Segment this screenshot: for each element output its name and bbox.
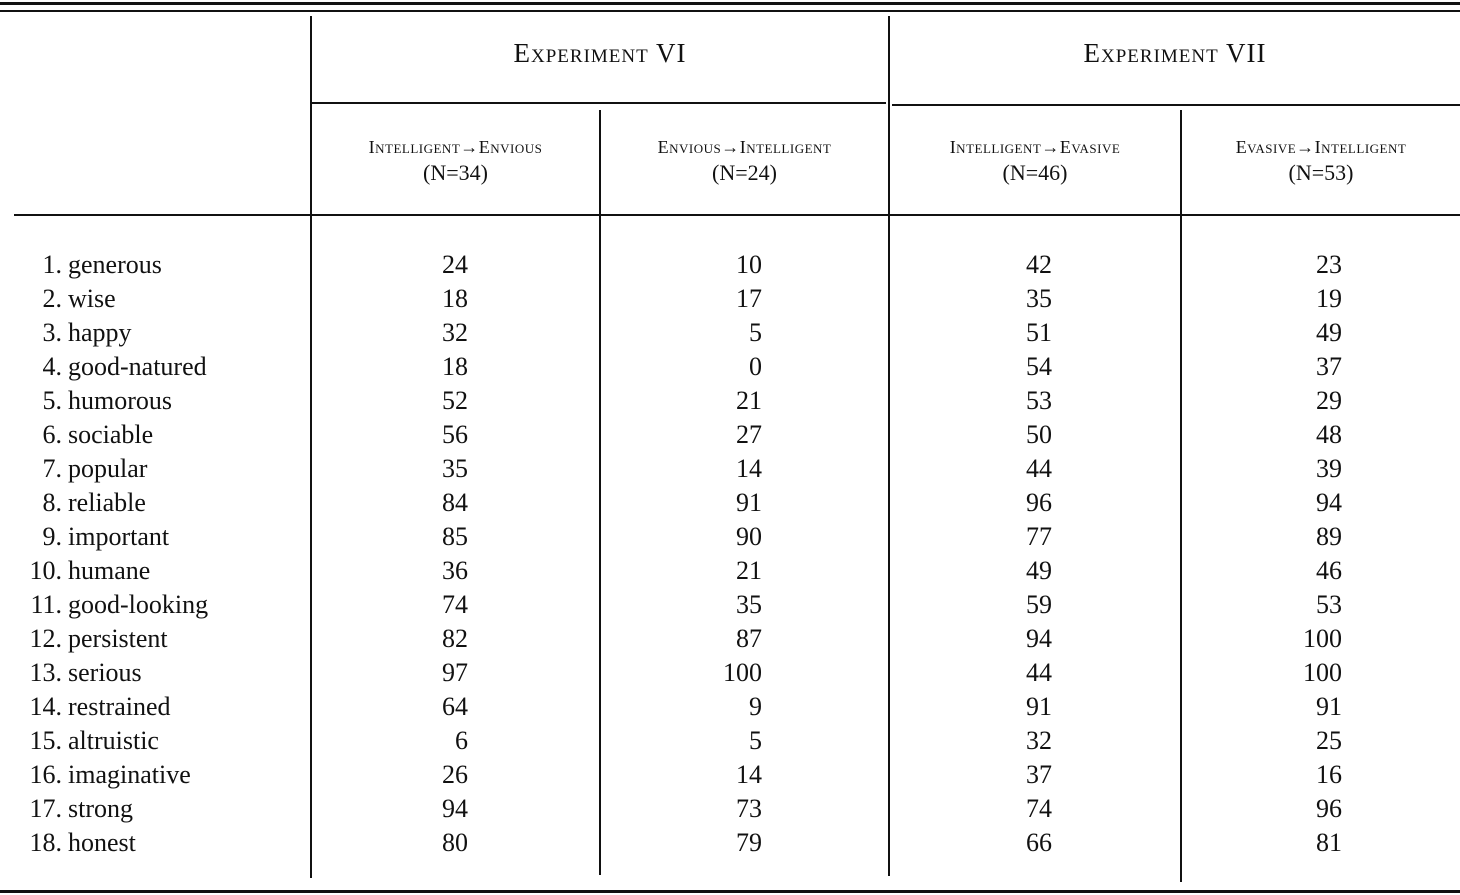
table-cell: 100 — [1303, 624, 1342, 653]
table-cell: 35 — [1026, 284, 1052, 313]
table-cell: 94 — [1026, 624, 1052, 653]
experiment-vi-title: Experiment VI — [513, 38, 687, 68]
table-cell: 80 — [442, 828, 468, 857]
table-cell: 91 — [1316, 692, 1342, 721]
table-cell: 100 — [723, 658, 762, 687]
data-column-evasive-intelligent — [1280, 248, 1342, 860]
table-cell: 49 — [1316, 318, 1342, 347]
col-header-intelligent-envious — [312, 134, 599, 186]
trait-name: generous — [68, 250, 162, 279]
trait-name: happy — [68, 318, 132, 347]
table-cell: 96 — [1026, 488, 1052, 517]
table-cell: 25 — [1316, 726, 1342, 755]
row-number: 11. — [30, 590, 62, 619]
table-cell: 64 — [442, 692, 468, 721]
table-row-label — [0, 486, 300, 520]
row-number: 17. — [29, 794, 62, 823]
table-cell: 73 — [736, 794, 762, 823]
experiment-vii-title: Experiment VII — [1083, 38, 1267, 68]
table-row-label — [0, 282, 300, 316]
trait-name: good-natured — [68, 352, 207, 381]
table-cell: 89 — [1316, 522, 1342, 551]
table-cell: 14 — [736, 760, 762, 789]
divider-exp7-cond — [1180, 110, 1182, 882]
row-number: 2. — [42, 284, 62, 313]
trait-name: persistent — [68, 624, 168, 653]
table-cell: 94 — [1316, 488, 1342, 517]
row-number: 13. — [29, 658, 62, 687]
trait-name: important — [68, 522, 170, 551]
row-number: 10. — [29, 556, 62, 585]
experiment-header-rule-vii — [892, 104, 1460, 106]
table-cell: 36 — [442, 556, 468, 585]
table-cell: 35 — [442, 454, 468, 483]
data-column-intelligent-envious — [420, 248, 468, 860]
table-cell: 44 — [1026, 658, 1052, 687]
condition-label: Evasive→Intelligent — [1235, 137, 1407, 157]
trait-name: sociable — [68, 420, 154, 449]
table-cell: 37 — [1026, 760, 1052, 789]
row-number: 6. — [42, 420, 62, 449]
table-cell: 46 — [1316, 556, 1342, 585]
table-cell: 52 — [442, 386, 468, 415]
table-cell: 37 — [1316, 352, 1342, 381]
row-number: 16. — [29, 760, 62, 789]
table-row-label — [0, 316, 300, 350]
trait-list — [0, 248, 300, 860]
trait-name: popular — [68, 454, 148, 483]
trait-name: humorous — [68, 386, 172, 415]
column-header-rule — [14, 214, 1460, 216]
row-number: 4. — [42, 352, 62, 381]
condition-label: Intelligent→Envious — [368, 137, 543, 157]
row-number: 9. — [42, 522, 62, 551]
row-number: 18. — [29, 828, 62, 857]
trait-name: honest — [68, 828, 136, 857]
table-cell: 82 — [442, 624, 468, 653]
table-cell: 18 — [442, 284, 468, 313]
bottom-rule — [0, 890, 1460, 893]
table-cell: 49 — [1026, 556, 1052, 585]
condition-label: Envious→Intelligent — [657, 137, 832, 157]
trait-name: altruistic — [68, 726, 159, 755]
table-cell: 54 — [1026, 352, 1052, 381]
table-cell: 17 — [736, 284, 762, 313]
row-number: 15. — [29, 726, 62, 755]
table-cell: 42 — [1026, 250, 1052, 279]
table-cell: 66 — [1026, 828, 1052, 857]
table-cell: 18 — [442, 352, 468, 381]
table-cell: 19 — [1316, 284, 1342, 313]
condition-label: Intelligent→Evasive — [949, 137, 1121, 157]
row-number: 1. — [42, 250, 62, 279]
table-cell: 0 — [749, 352, 762, 381]
trait-name: humane — [68, 556, 151, 585]
table-row-label — [0, 350, 300, 384]
table-row-label — [0, 588, 300, 622]
row-number: 12. — [29, 624, 62, 653]
row-number: 8. — [42, 488, 62, 517]
trait-name: strong — [68, 794, 133, 823]
table-cell: 85 — [442, 522, 468, 551]
sample-size: (N=24) — [712, 160, 777, 185]
table-cell: 27 — [736, 420, 762, 449]
row-number: 3. — [42, 318, 62, 347]
table-cell: 16 — [1316, 760, 1342, 789]
table-row-label — [0, 724, 300, 758]
sample-size: (N=46) — [1002, 160, 1068, 185]
col-header-evasive-intelligent — [1182, 134, 1460, 186]
table-cell: 9 — [749, 692, 762, 721]
table-cell: 48 — [1316, 420, 1342, 449]
table-cell: 10 — [736, 250, 762, 279]
table-cell: 21 — [736, 386, 762, 415]
table-cell: 53 — [1026, 386, 1052, 415]
table-cell: 91 — [1026, 692, 1052, 721]
table-row-label — [0, 554, 300, 588]
table-cell: 24 — [442, 250, 468, 279]
trait-name: serious — [68, 658, 142, 687]
row-number: 5. — [42, 386, 62, 415]
table-cell: 21 — [736, 556, 762, 585]
table-cell: 29 — [1316, 386, 1342, 415]
table-cell: 84 — [442, 488, 468, 517]
row-number: 7. — [42, 454, 62, 483]
table-cell: 97 — [442, 658, 468, 687]
table-cell: 56 — [442, 420, 468, 449]
table-cell: 79 — [736, 828, 762, 857]
col-header-intelligent-evasive — [890, 134, 1180, 186]
table-cell: 94 — [442, 794, 468, 823]
table-cell: 74 — [442, 590, 468, 619]
table-row-label — [0, 622, 300, 656]
data-column-intelligent-evasive — [1004, 248, 1052, 860]
table-row-label — [0, 384, 300, 418]
table-cell: 90 — [736, 522, 762, 551]
table-row-label — [0, 452, 300, 486]
table-cell: 59 — [1026, 590, 1052, 619]
table-cell: 81 — [1316, 828, 1342, 857]
trait-name: wise — [68, 284, 116, 313]
trait-name: imaginative — [68, 760, 191, 789]
table-cell: 50 — [1026, 420, 1052, 449]
table-cell: 5 — [749, 726, 762, 755]
data-column-envious-intelligent — [700, 248, 762, 860]
table-cell: 5 — [749, 318, 762, 347]
table-cell: 35 — [736, 590, 762, 619]
table-cell: 51 — [1026, 318, 1052, 347]
table-row-label — [0, 758, 300, 792]
table-row-label — [0, 826, 300, 860]
divider-exp6-cond — [599, 110, 601, 875]
row-number: 14. — [29, 692, 62, 721]
table-cell: 32 — [1026, 726, 1052, 755]
experiment-header-rule-vi — [310, 102, 886, 104]
table-cell: 96 — [1316, 794, 1342, 823]
trait-name: good-looking — [68, 590, 209, 619]
table-row-label — [0, 656, 300, 690]
table-row-label — [0, 418, 300, 452]
sample-size: (N=53) — [1288, 160, 1354, 185]
table-cell: 53 — [1316, 590, 1342, 619]
table-cell: 100 — [1303, 658, 1342, 687]
top-rule-thick — [0, 2, 1460, 5]
sample-size: (N=34) — [423, 160, 488, 185]
trait-name: restrained — [68, 692, 171, 721]
table-cell: 6 — [455, 726, 468, 755]
col-header-envious-intelligent — [601, 134, 888, 186]
trait-name: reliable — [68, 488, 146, 517]
table-row-label — [0, 690, 300, 724]
table-row-label — [0, 792, 300, 826]
table-cell: 77 — [1026, 522, 1052, 551]
table-cell: 39 — [1316, 454, 1342, 483]
table-cell: 14 — [736, 454, 762, 483]
table-row-label — [0, 248, 300, 282]
table-cell: 91 — [736, 488, 762, 517]
table-cell: 23 — [1316, 250, 1342, 279]
table-cell: 26 — [442, 760, 468, 789]
table-cell: 87 — [736, 624, 762, 653]
table-cell: 74 — [1026, 794, 1052, 823]
top-rule-thin — [0, 10, 1460, 12]
table-cell: 44 — [1026, 454, 1052, 483]
table-row-label — [0, 520, 300, 554]
table-cell: 32 — [442, 318, 468, 347]
